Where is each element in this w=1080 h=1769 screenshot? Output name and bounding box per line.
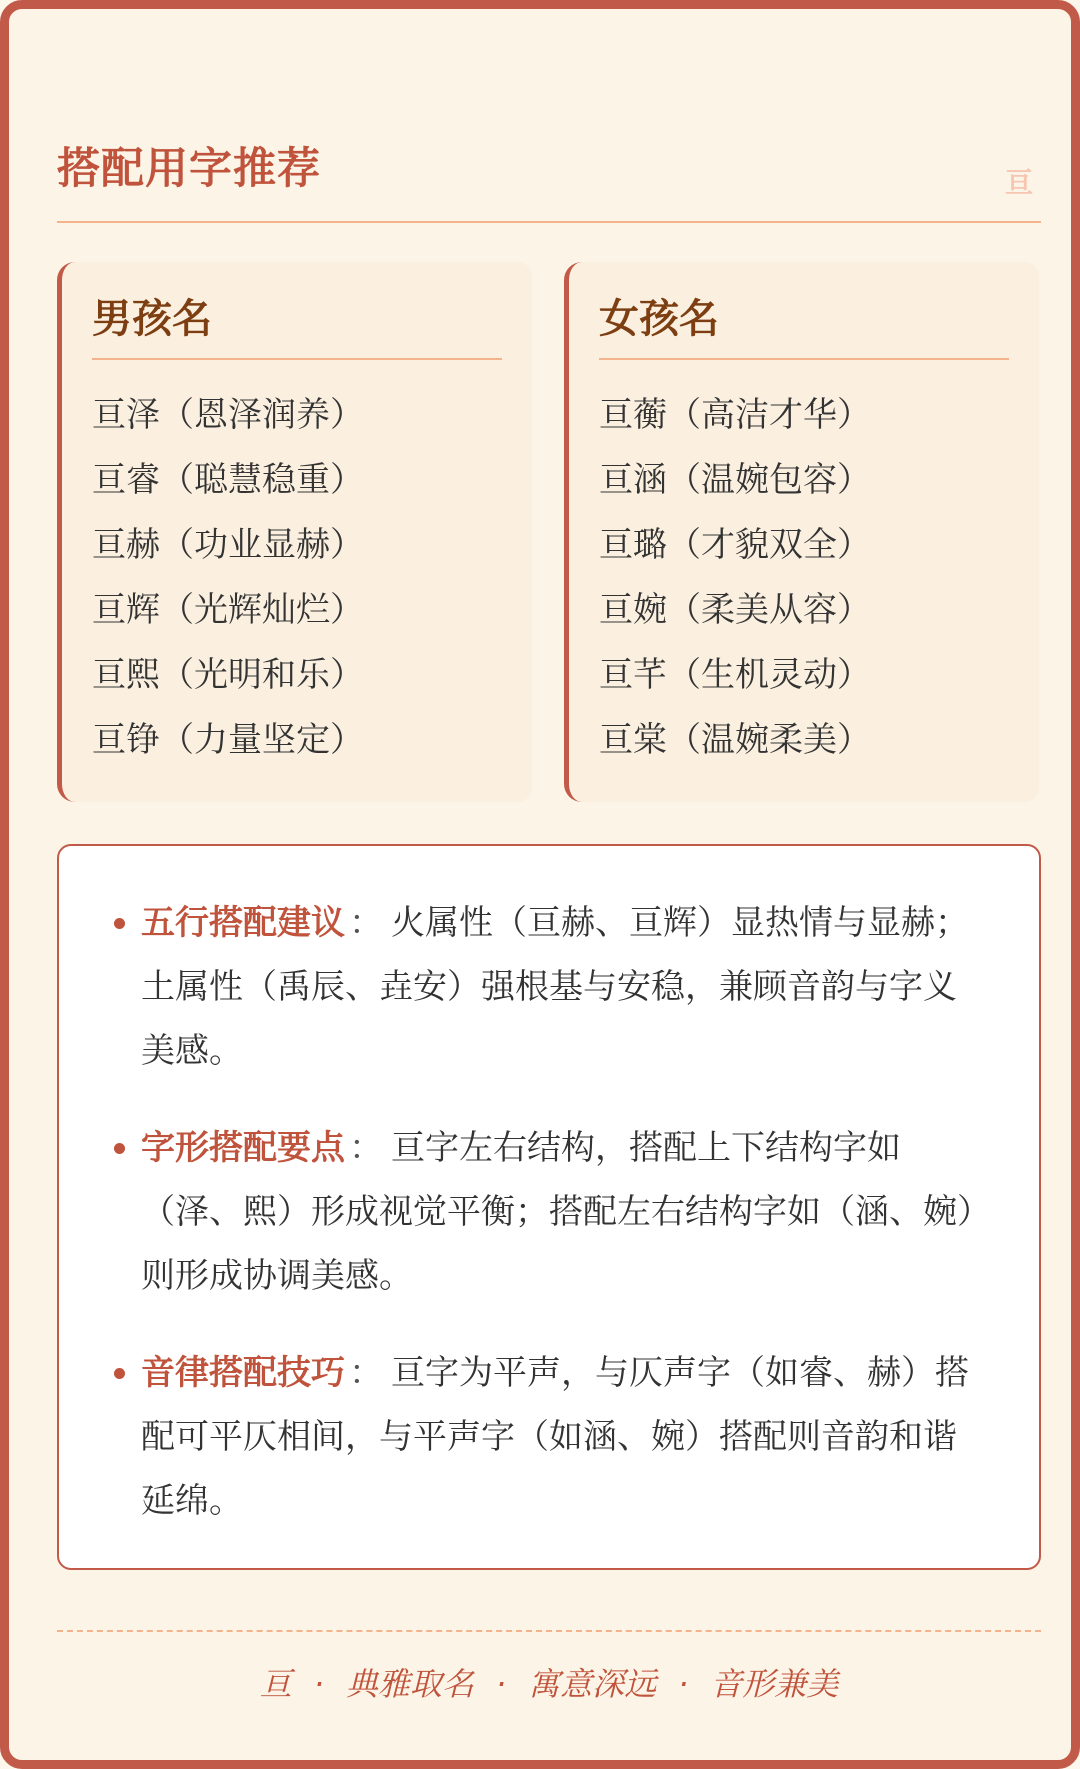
girl-names-panel xyxy=(564,262,1039,802)
boy-name-item: 亘睿（聪慧稳重） xyxy=(92,460,364,500)
boy-names-title: 男孩名 xyxy=(92,294,502,360)
footer-item: 寓意深远 xyxy=(528,1665,657,1703)
tip-glyph-shape xyxy=(141,1116,981,1308)
footer-tagline xyxy=(57,1659,1041,1705)
boy-names-panel xyxy=(57,262,532,802)
tips-box xyxy=(57,844,1041,1570)
tip-wuxing xyxy=(141,891,981,1083)
tip-text: 火属性（亘赫、亘辉）显热情与显赫；土属性（禹辰、垚安）强根基与安稳，兼顾音韵与字义美感。 xyxy=(141,903,969,1071)
footer-separator: · xyxy=(495,1665,507,1703)
footer-item: 音形兼美 xyxy=(710,1665,839,1703)
tip-lead: 五行搭配建议 xyxy=(141,903,345,943)
girl-name-item: 亘芊（生机灵动） xyxy=(599,655,871,695)
page-title: 搭配用字推荐 xyxy=(57,144,321,194)
boy-name-item: 亘熙（光明和乐） xyxy=(92,655,364,695)
section-header xyxy=(57,129,1041,223)
girl-name-item: 亘棠（温婉柔美） xyxy=(599,720,871,760)
tip-rhythm xyxy=(141,1341,981,1533)
tip-separator: ： xyxy=(349,1128,383,1168)
tip-lead: 音律搭配技巧 xyxy=(141,1353,345,1393)
boy-name-item: 亘赫（功业显赫） xyxy=(92,525,364,565)
boy-name-item: 亘铮（力量坚定） xyxy=(92,720,364,760)
bullet-dot-icon xyxy=(114,1143,125,1154)
tip-separator: ： xyxy=(349,1353,383,1393)
boy-name-item: 亘泽（恩泽润养） xyxy=(92,395,364,435)
tip-lead: 字形搭配要点 xyxy=(141,1128,345,1168)
tip-text: 亘字为平声，与仄声字（如睿、赫）搭配可平仄相间，与平声字（如涵、婉）搭配则音韵和谐延绵。 xyxy=(141,1353,969,1521)
boy-name-item: 亘辉（光辉灿烂） xyxy=(92,590,364,630)
girl-name-item: 亘蘅（高洁才华） xyxy=(599,395,871,435)
girl-name-item: 亘璐（才貌双全） xyxy=(599,525,871,565)
girl-name-item: 亘涵（温婉包容） xyxy=(599,460,871,500)
girl-name-list xyxy=(599,389,871,779)
footer-divider xyxy=(57,1630,1041,1632)
girl-names-title: 女孩名 xyxy=(599,294,1009,360)
footer-separator: · xyxy=(678,1665,689,1703)
bullet-dot-icon xyxy=(114,1368,125,1379)
corner-character-mark: 亘 xyxy=(1004,166,1033,199)
boy-name-list xyxy=(92,389,364,779)
footer-item: 典雅取名 xyxy=(345,1665,474,1703)
footer-item: 亘 xyxy=(259,1665,292,1703)
tip-text: 亘字左右结构，搭配上下结构字如（泽、熙）形成视觉平衡；搭配左右结构字如（涵、婉）则形成协调美感。 xyxy=(141,1128,974,1296)
bullet-dot-icon xyxy=(114,918,125,929)
footer-separator: · xyxy=(313,1665,324,1703)
girl-name-item: 亘婉（柔美从容） xyxy=(599,590,871,630)
tip-separator: ： xyxy=(349,903,383,943)
